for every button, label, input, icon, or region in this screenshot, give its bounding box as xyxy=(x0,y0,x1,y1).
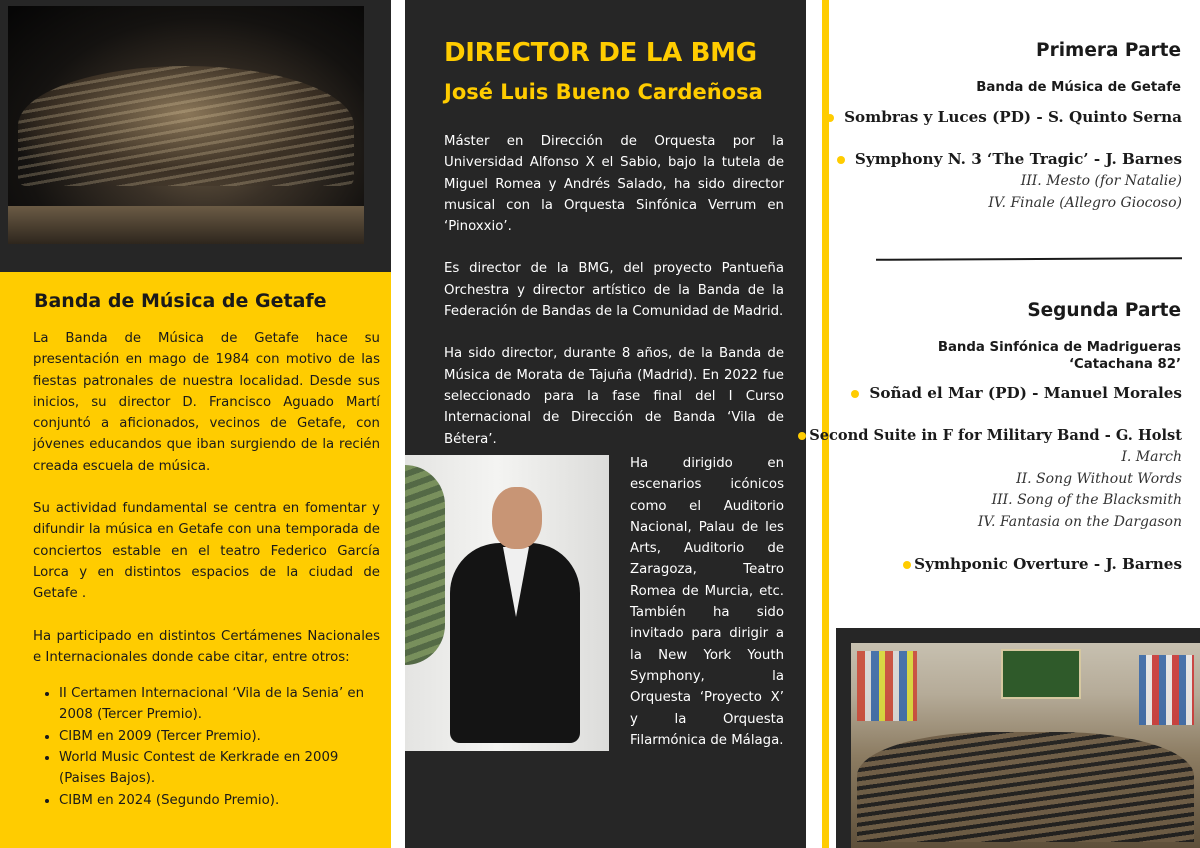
piece-title: Second Suite in F for Military Band - G. Holst xyxy=(809,427,1182,444)
piece-title: Symphony N. 3 ‘The Tragic’ - J. Barnes xyxy=(854,150,1182,168)
piece-title: Soñad el Mar (PD) - Manuel Morales xyxy=(869,384,1182,402)
director-paragraph-1: Máster en Dirección de Orquesta por la Universidad Alfonso X el Sabio, bajo la tutela de Miguel Romea y Andrés Salado, ha sido director musical con la Orquesta Sinfónica Verrum en ‘Pinoxxio’. xyxy=(444,134,784,235)
band-title: Banda de Música de Getafe xyxy=(34,290,327,312)
part2-band-line-1: Banda Sinfónica de Madrigueras xyxy=(937,340,1181,355)
part2-band-line-2: ‘Catachana 82’ xyxy=(1068,357,1181,372)
concert-photo xyxy=(851,643,1200,848)
director-photo xyxy=(405,455,609,751)
program-item xyxy=(837,150,1182,168)
movement: III. Mesto (for Natalie) xyxy=(1020,173,1182,189)
director-heading: DIRECTOR DE LA BMG xyxy=(444,38,757,68)
director-bio xyxy=(444,131,784,471)
movement: IV. Fantasia on the Dargason xyxy=(977,513,1182,530)
movement-list xyxy=(988,171,1182,214)
flags-left xyxy=(857,651,917,721)
flags-right xyxy=(1139,655,1194,725)
plant-shape xyxy=(405,465,445,665)
award-item: • CIBM en 2024 (Segundo Premio). xyxy=(59,790,380,811)
director-paragraph-4: Ha dirigido en escenarios icónicos como el Auditorio Nacional, Palau de les Arts, Auditorio de Zaragoza, Teatro Romea de Murcia, etc. También ha sido invitado para dirigir a la New York Youth Symphony, la Orquesta ‘Proyecto X’ y la Orquesta Filarmónica de Málaga. xyxy=(630,456,784,748)
bullet-dot-icon xyxy=(826,114,834,122)
award-item: • World Music Contest de Kerkrade en 2009 (Paises Bajos). xyxy=(59,747,380,790)
part1-band: Banda de Música de Getafe xyxy=(976,80,1181,95)
program-item xyxy=(851,384,1182,402)
director-paragraph-3: Ha sido director, durante 8 años, de la Banda de Música de Morata de Tajuña (Madrid). En 2022 fue seleccionado para la fase final del I Curso Internacional de Dirección de Banda ‘Vila de Bétera’. xyxy=(444,346,784,447)
band-paragraph-1: La Banda de Música de Getafe hace su presentación en mago de 1984 con motivo de las fiestas patronales de nuestra localidad. Desde sus inicios, su director D. Francisco Aguado Martí conjuntó a aficionados, vecinos de Getafe, con jóvenes educandos que iban surgiendo de la recién creada escuela de música. xyxy=(33,331,380,474)
band-photo xyxy=(8,6,364,244)
movement: I. March xyxy=(1121,449,1182,465)
orchestra-shape xyxy=(857,732,1194,842)
movement: III. Song of the Blacksmith xyxy=(991,492,1182,508)
stage-shape xyxy=(18,66,354,186)
piece-title: Symhponic Overture - J. Barnes xyxy=(914,555,1182,573)
stage-floor xyxy=(8,206,364,244)
award-item: • CIBM en 2009 (Tercer Premio). xyxy=(59,726,380,747)
bullet-dot-icon xyxy=(837,156,845,164)
program-item xyxy=(903,555,1182,573)
bullet-dot-icon xyxy=(903,561,911,569)
band-description xyxy=(33,328,380,811)
movement: IV. Finale (Allegro Giocoso) xyxy=(988,194,1182,211)
part2-title: Segunda Parte xyxy=(1027,300,1181,321)
director-paragraph-2: Es director de la BMG, del proyecto Pantueña Orchestra y director artístico de la Banda de la Federación de Bandas de la Comunidad de Madrid. xyxy=(444,261,784,320)
movement: II. Song Without Words xyxy=(1016,470,1182,487)
award-item: • II Certamen Internacional ‘Vila de la Senia’ en 2008 (Tercer Premio). xyxy=(59,683,380,726)
director-name: José Luis Bueno Cardeñosa xyxy=(444,80,763,104)
part1-title: Primera Parte xyxy=(1036,40,1181,61)
band-paragraph-2: Su actividad fundamental se centra en fomentar y difundir la música en Getafe con una temporada de conciertos estable en el teatro Federico García Lorca y en distintos espacios de la ciudad de Getafe . xyxy=(33,501,380,602)
program-item xyxy=(798,427,1182,444)
piece-title: Sombras y Luces (PD) - S. Quinto Serna xyxy=(844,108,1182,126)
head-shape xyxy=(492,487,542,549)
bullet-dot-icon xyxy=(798,432,806,440)
stage-screen xyxy=(1001,649,1081,699)
section-divider xyxy=(876,257,1182,261)
awards-list xyxy=(33,683,380,811)
part2-band xyxy=(938,339,1181,373)
yellow-stripe xyxy=(822,0,829,848)
program-item xyxy=(826,108,1182,126)
bullet-dot-icon xyxy=(851,390,859,398)
movement-list xyxy=(978,447,1182,533)
band-paragraph-3: Ha participado en distintos Certámenes Nacionales e Internacionales donde cabe citar, entre otros: xyxy=(33,628,380,665)
